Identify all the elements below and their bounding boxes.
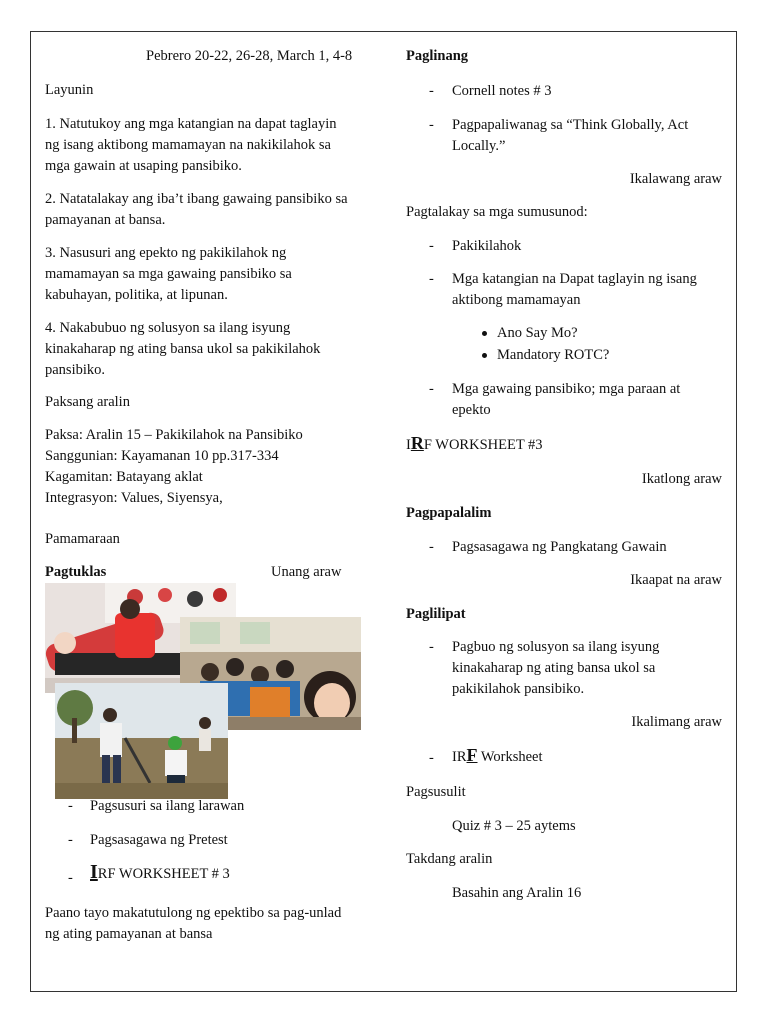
objective-3-line-2: mamamayan sa mga gawaing pansibiko sa — [45, 266, 292, 282]
irf1-rest: F WORKSHEET #3 — [423, 437, 543, 453]
takdang-aralin-heading: Takdang aralin — [406, 851, 493, 867]
paksang-aralin-heading: Paksang aralin — [45, 394, 130, 410]
paglilipat-line-1: Pagbuo ng solusyon sa ilang isyung — [452, 639, 660, 655]
irf-rest: RF WORKSHEET # 3 — [97, 866, 230, 882]
pagsusulit-heading: Pagsusulit — [406, 784, 466, 800]
paglinang-heading: Paglinang — [406, 48, 469, 64]
irf1-pre: I — [406, 437, 411, 453]
paglilipat-line-3: pakikilahok pansibiko. — [452, 681, 585, 697]
pagtalakay: Pagtalakay sa mga sumusunod: — [406, 204, 588, 220]
objective-1-line-3: mga gawain at usaping pansibiko. — [45, 158, 242, 174]
irf2-pre: IR — [452, 749, 467, 765]
irf2-rest: Worksheet — [477, 749, 543, 765]
irf2-big-letter: F — [466, 745, 478, 765]
objective-4-line-3: pansibiko. — [45, 362, 106, 378]
item-pretest: Pagsasagawa ng Pretest — [90, 832, 228, 848]
ikaapat-araw-label: Ikaapat na araw — [630, 572, 722, 588]
unang-araw-label: Unang araw — [271, 564, 342, 580]
pangkatang-gawain: Pagsasagawa ng Pangkatang Gawain — [452, 539, 667, 555]
date-range: Pebrero 20-22, 26-28, March 1, 4-8 — [146, 48, 353, 64]
integrasyon: Integrasyon: Values, Siyensya, — [45, 490, 223, 506]
katangian-line-2: aktibong mamamayan — [452, 292, 581, 308]
dash-bullet: - — [429, 83, 434, 99]
dash-bullet: - — [429, 271, 434, 287]
pamamaraan-heading: Pamamaraan — [45, 531, 120, 547]
objective-4-line-1: 4. Nakabubuo ng solusyon sa ilang isyung — [45, 320, 291, 336]
question-line-2: ng ating pamayanan at bansa — [45, 926, 213, 942]
objective-3-line-1: 3. Nasusuri ang epekto ng pakikilahok ng — [45, 245, 287, 261]
irf-worksheet-left — [90, 862, 230, 885]
round-bullet — [482, 353, 487, 358]
item-pagsusuri: Pagsusuri sa ilang larawan — [90, 798, 245, 814]
dash-bullet: - — [68, 832, 73, 848]
dash-bullet: - — [429, 117, 434, 133]
pagpapaliwanag-line-2: Locally.” — [452, 138, 506, 154]
objective-1-line-1: 1. Natutukoy ang mga katangian na dapat taglayin — [45, 116, 337, 132]
ikalawang-araw-label: Ikalawang araw — [629, 171, 722, 187]
gawaing-line-1: Mga gawaing pansibiko; mga paraan at — [452, 381, 681, 397]
round-bullet — [482, 331, 487, 336]
ikalimang-araw-label: Ikalimang araw — [631, 714, 722, 730]
dash-bullet: - — [429, 238, 434, 254]
pagpapaliwanag-line-1: Pagpapaliwanag sa “Think Globally, Act — [452, 117, 689, 133]
dash-bullet: - — [429, 750, 434, 766]
sub-bullet-rotc: Mandatory ROTC? — [497, 347, 610, 363]
dash-bullet: - — [429, 539, 434, 555]
pagpapalalim-heading: Pagpapalalim — [406, 505, 492, 521]
objective-2-line-2: pamayanan at bansa. — [45, 212, 166, 228]
paglilipat-heading: Paglilipat — [406, 606, 466, 622]
objective-4-line-2: kinakaharap ng ating bansa ukol sa pakikilahok — [45, 341, 321, 357]
photo-tree-planting — [55, 683, 228, 799]
dash-bullet: - — [68, 870, 73, 886]
katangian-line-1: Mga katangian na Dapat taglayin ng isang — [452, 271, 697, 287]
layunin-heading: Layunin — [45, 82, 94, 98]
irf-worksheet-right-1 — [406, 433, 543, 456]
paksa: Paksa: Aralin 15 – Pakikilahok na Pansibiko — [45, 427, 303, 443]
paglilipat-line-2: kinakaharap ng ating bansa ukol sa — [452, 660, 656, 676]
ikatlong-araw-label: Ikatlong araw — [641, 471, 722, 487]
sub-bullet-ano-say-mo: Ano Say Mo? — [497, 325, 578, 341]
dash-bullet: - — [429, 381, 434, 397]
irf-worksheet-right-2 — [452, 745, 543, 768]
dash-bullet: - — [429, 639, 434, 655]
cornell-notes: Cornell notes # 3 — [452, 83, 552, 99]
basahin: Basahin ang Aralin 16 — [452, 885, 582, 901]
objective-1-line-2: ng isang aktibong mamamayan na nakikilahok sa — [45, 137, 331, 153]
irf-big-letter: I — [90, 861, 98, 883]
sanggunian: Sanggunian: Kayamanan 10 pp.317-334 — [45, 448, 279, 464]
kagamitan: Kagamitan: Batayang aklat — [45, 469, 203, 485]
objective-3-line-3: kabuhayan, politika, at lipunan. — [45, 287, 228, 303]
dash-bullet: - — [68, 798, 73, 814]
gawaing-line-2: epekto — [452, 402, 491, 418]
question-line-1: Paano tayo makatutulong ng epektibo sa pag-unlad — [45, 905, 342, 921]
objective-2-line-1: 2. Natatalakay ang iba’t ibang gawaing pansibiko sa — [45, 191, 348, 207]
irf1-big-letter: R — [410, 433, 424, 453]
pakikilahok: Pakikilahok — [452, 238, 522, 254]
pagtuklas-heading: Pagtuklas — [45, 564, 107, 580]
quiz: Quiz # 3 – 25 aytems — [452, 818, 576, 834]
